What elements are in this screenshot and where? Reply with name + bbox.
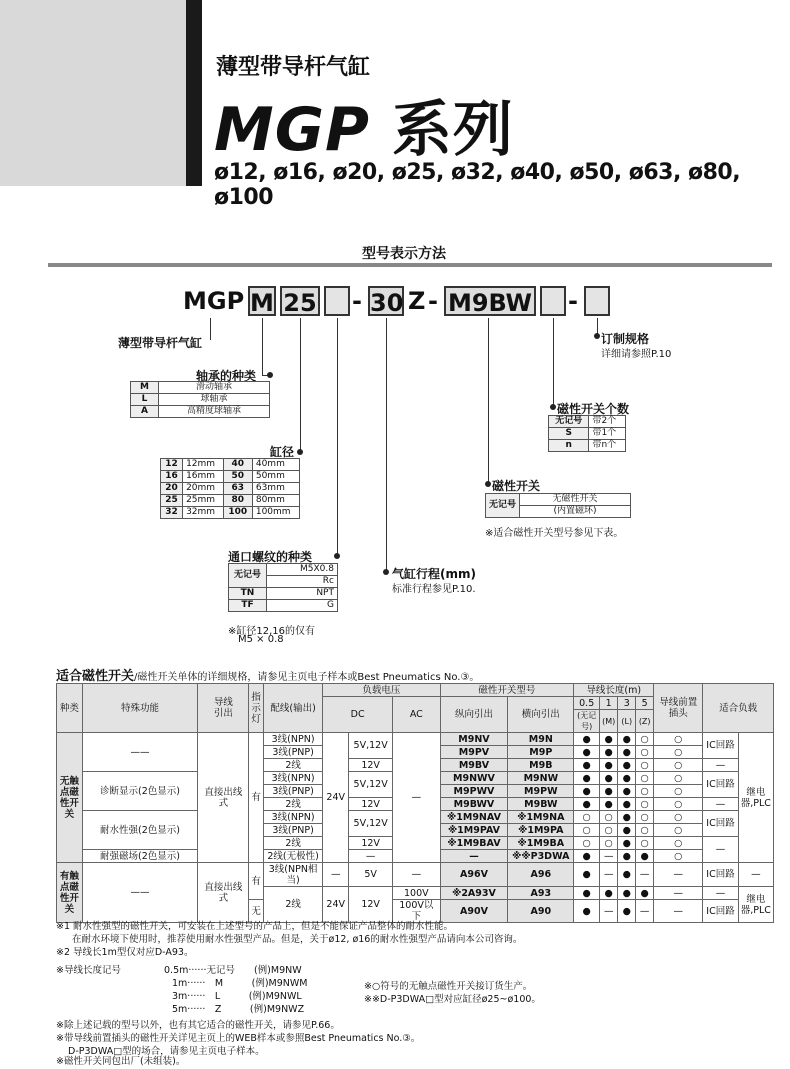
len: ○ (600, 824, 618, 837)
model-horiz: A90 (508, 900, 574, 923)
table-title: 适合磁性开关 (56, 669, 135, 684)
len: ○ (636, 785, 654, 798)
bore-key: 40 (223, 459, 252, 471)
len: ● (636, 850, 654, 863)
ac-minus: — (393, 863, 441, 887)
dc-12v: 12V (349, 887, 393, 923)
th-len: 导线长度(m) (574, 684, 654, 697)
port-note-2: M5 × 0.8 (238, 634, 284, 645)
model-vert: ※1M9BAV (440, 837, 508, 850)
code-switch: M9BW (444, 286, 536, 316)
code-bore: 25 (280, 286, 320, 316)
switch-spec-table (56, 683, 774, 923)
len: ● (618, 759, 636, 772)
count-key: n (549, 440, 589, 452)
port-key-none: 无记号 (229, 564, 267, 588)
ac-100v: 100V (393, 887, 441, 900)
len: ○ (636, 733, 654, 746)
label-custom: 订制规格 (601, 332, 650, 346)
order-note: ※○符号的无触点磁性开关接订货生产。 (364, 981, 533, 992)
dc-v: — (349, 850, 393, 863)
bearing-key-a: A (131, 406, 159, 418)
model-vert: — (440, 850, 508, 863)
label-bore: 缸径 (270, 445, 295, 459)
bearing-table (130, 381, 270, 418)
count-table (548, 415, 626, 452)
len: ● (600, 759, 618, 772)
leader-stroke-dot (383, 569, 389, 575)
port-table (228, 563, 338, 612)
bore-key: 20 (161, 483, 183, 495)
len: ○ (574, 811, 600, 824)
bore-table (160, 458, 300, 519)
pre: ○ (654, 824, 703, 837)
model-vert: M9BV (440, 759, 508, 772)
leader-stroke (386, 318, 387, 572)
bearing-key-l: L (131, 394, 159, 406)
bore-key: 50 (223, 471, 252, 483)
leader-port (337, 318, 338, 556)
load-none: — (703, 887, 738, 900)
model-vert: A90V (440, 900, 508, 923)
switch-val-1: 无磁性开关 (520, 494, 631, 506)
len: ○ (636, 837, 654, 850)
footnote-3: ※除上述记载的型号以外，也有其它适合的磁性开关，请参见P.66。 (56, 1020, 340, 1031)
pre: — (654, 900, 703, 923)
len: ○ (636, 759, 654, 772)
pre: ○ (654, 746, 703, 759)
count-key: S (549, 428, 589, 440)
pre: ○ (654, 798, 703, 811)
header-black-bar (186, 0, 202, 186)
th-pre: 导线前置插头 (654, 684, 703, 733)
label-count: 磁性开关个数 (557, 402, 630, 416)
section-title: 型号表示方法 (362, 246, 446, 262)
port-val-npt: NPT (267, 588, 338, 600)
model-vert: M9PWV (440, 785, 508, 798)
len: ● (574, 772, 600, 785)
model-horiz: A93 (508, 887, 574, 900)
th-l3s: (L) (618, 710, 636, 733)
bore-val: 20mm (183, 483, 224, 495)
solid-label: 无触点磁性开关 (57, 733, 83, 863)
th-dc: DC (323, 697, 393, 733)
func-diag: 诊断显示(2色显示) (82, 772, 198, 811)
th-func: 特殊功能 (82, 684, 198, 733)
table-heading (56, 665, 479, 684)
port-val-g: G (267, 600, 338, 612)
model-horiz: ※※P3DWA (508, 850, 574, 863)
len: ● (618, 863, 636, 887)
th-kind: 种类 (57, 684, 83, 733)
model-horiz: ※1M9NA (508, 811, 574, 824)
len: ● (574, 798, 600, 811)
len: ● (574, 850, 600, 863)
switch-val-2: (内置磁环) (520, 506, 631, 518)
len: ● (636, 887, 654, 900)
len: ● (618, 837, 636, 850)
th-l3: 3 (618, 697, 636, 710)
len: ○ (600, 811, 618, 824)
ind-have: 有 (249, 863, 264, 900)
series-title (214, 82, 514, 168)
func-strong: 耐强磁场(2色显示) (82, 850, 198, 863)
model-vert: ※1M9NAV (440, 811, 508, 824)
bore-val: 50mm (252, 471, 299, 483)
wiring: 3线(NPN) (263, 733, 322, 746)
model-vert: M9NV (440, 733, 508, 746)
load-ic: IC回路 (703, 772, 738, 798)
th-l1: 1 (600, 697, 618, 710)
len-1: 0.5m······无记号 (例)M9NW (164, 965, 302, 976)
model-horiz: M9B (508, 759, 574, 772)
label-cylinder: 薄型带导杆气缸 (118, 336, 203, 350)
bearing-key-m: M (131, 382, 159, 394)
wiring: 2线(无极性) (263, 850, 322, 863)
len: ● (618, 772, 636, 785)
leader-bore-dot (297, 449, 303, 455)
len: ○ (636, 811, 654, 824)
len: ● (600, 746, 618, 759)
len: ● (618, 733, 636, 746)
leader-bearing-dot (267, 372, 273, 378)
len: ● (574, 746, 600, 759)
leader-custom-dot (594, 333, 600, 339)
footnote-4: ※带导线前置插头的磁性开关详见主页上的WEB样本或参照Best Pneumatics No.③。 (56, 1033, 421, 1044)
th-lead: 导线 引出 (198, 684, 249, 733)
wiring: 3线(NPN) (263, 772, 322, 785)
leader-switch-dot (485, 481, 491, 487)
bore-key: 63 (223, 483, 252, 495)
len: ● (574, 900, 600, 923)
pre: ○ (654, 733, 703, 746)
len: ● (618, 798, 636, 811)
pre: ○ (654, 837, 703, 850)
code-dash-2: - (428, 287, 438, 315)
bore-sizes: ø12, ø16, ø20, ø25, ø32, ø40, ø50, ø63, ø80, ø100 (214, 160, 741, 210)
ind-have: 有 (249, 733, 264, 863)
lead-direct: 直接出线式 (198, 733, 249, 863)
dc-v: 5V,12V (349, 811, 393, 837)
switch-table (485, 493, 631, 518)
leader-count-dot (550, 404, 556, 410)
th-ac: AC (393, 697, 441, 733)
bore-key: 16 (161, 471, 183, 483)
dc-v: 12V (349, 837, 393, 850)
wiring-3npn-eq: 3线(NPN相当) (263, 863, 322, 887)
model-horiz: A96 (508, 863, 574, 887)
footnote-6: ※磁性开关同包出厂(未组装)。 (56, 1056, 186, 1067)
model-vert: A96V (440, 863, 508, 887)
model-vert: ※1M9PAV (440, 824, 508, 837)
model-vert: ※2A93V (440, 887, 508, 900)
func-water: 耐水性强(2色显示) (82, 811, 198, 850)
wiring: 3线(PNP) (263, 746, 322, 759)
port-val-rc: Rc (267, 576, 338, 588)
len: — (600, 850, 618, 863)
load-ic: IC回路 (703, 900, 738, 923)
reed-label: 有触点磁性开关 (57, 863, 83, 923)
len: ● (600, 887, 618, 900)
code-z: Z (408, 287, 426, 315)
stroke-note: 标准行程参见P.10. (392, 584, 476, 595)
model-vert: M9PV (440, 746, 508, 759)
len: ● (618, 887, 636, 900)
footnote-1: ※1 耐水性强型的磁性开关，可安装在上述型号的产品上，但是不能保证产品整体的耐水性能。 (56, 921, 454, 932)
port-val-m5: M5X0.8 (267, 564, 338, 576)
leader-bore (300, 318, 301, 452)
len: ○ (636, 798, 654, 811)
len: ● (600, 798, 618, 811)
load-none: — (703, 759, 738, 772)
header-gray-block (0, 0, 186, 186)
model-horiz: ※1M9BA (508, 837, 574, 850)
func-none: —— (82, 863, 198, 923)
dc-v: 12V (349, 759, 393, 772)
ac-100v-below: 100V以下 (393, 900, 441, 923)
custom-note: 详细请参照P.10 (601, 349, 672, 360)
bearing-val-a: 高精度球轴承 (159, 406, 270, 418)
port-key-tn: TN (229, 588, 267, 600)
len: ● (574, 863, 600, 887)
model-horiz: M9BW (508, 798, 574, 811)
model-vert: M9NWV (440, 772, 508, 785)
len-2: 1m······ M (例)M9NWM (172, 978, 308, 989)
model-horiz: ※1M9PA (508, 824, 574, 837)
count-key: 无记号 (549, 416, 589, 428)
len: — (636, 863, 654, 887)
dc-v: 12V (349, 798, 393, 811)
code-custom-box (584, 286, 610, 316)
ac-none: — (393, 733, 441, 863)
leader-cylinder (210, 318, 211, 340)
count-val: 带2个 (589, 416, 626, 428)
bore-val: 32mm (183, 507, 224, 519)
product-subtitle: 薄型带导杆气缸 (216, 55, 371, 80)
th-ind: 指示灯 (249, 684, 264, 733)
wiring: 3线(PNP) (263, 785, 322, 798)
th-load: 适合负载 (703, 684, 774, 733)
switch-key-none: 无记号 (486, 494, 520, 518)
count-val: 带1个 (589, 428, 626, 440)
label-port: 通口螺纹的种类 (228, 550, 313, 564)
len: ○ (574, 837, 600, 850)
leader-port-dot (334, 553, 340, 559)
model-horiz: M9PW (508, 785, 574, 798)
bore-val: 16mm (183, 471, 224, 483)
load-relay: 继电器,PLC (738, 887, 773, 923)
wiring: 3线(PNP) (263, 824, 322, 837)
th-l5: 5 (636, 697, 654, 710)
dc-5v: 5V (349, 863, 393, 887)
code-port-box (324, 286, 350, 316)
pre: ○ (654, 772, 703, 785)
bore-key: 32 (161, 507, 183, 519)
code-bearing: M (248, 286, 276, 316)
len: ● (618, 811, 636, 824)
th-l05: 0.5 (574, 697, 600, 710)
port-note-1: ※缸径12,16的仅有 (228, 626, 316, 637)
pre: ○ (654, 850, 703, 863)
bore-key: 25 (161, 495, 183, 507)
bore-key: 100 (223, 507, 252, 519)
bearing-val-m: 滑动轴承 (159, 382, 270, 394)
len: ○ (636, 746, 654, 759)
bore-key: 12 (161, 459, 183, 471)
dc-24v: 24V (323, 733, 349, 863)
count-val: 带n个 (589, 440, 626, 452)
bore-key: 80 (223, 495, 252, 507)
dc-v: 5V,12V (349, 772, 393, 798)
load-none: — (703, 837, 738, 863)
load-none: — (703, 798, 738, 811)
load-ic: IC回路 (703, 733, 738, 759)
len-title: ※导线长度记号 (56, 965, 121, 976)
switch-note: ※适合磁性开关型号参见下表。 (485, 528, 624, 539)
load-ic: IC回路 (703, 811, 738, 837)
len: ● (618, 785, 636, 798)
leader-switch (488, 318, 489, 484)
th-vert: 纵向引出 (440, 697, 508, 733)
th-l05s: (无记号) (574, 710, 600, 733)
len: ● (574, 733, 600, 746)
load-relay: 继电器,PLC (738, 733, 773, 863)
th-wiring: 配线(输出) (263, 684, 322, 733)
label-switch: 磁性开关 (492, 479, 541, 493)
model-horiz: M9N (508, 733, 574, 746)
label-bearing: 轴承的种类 (196, 369, 257, 383)
len: — (600, 900, 618, 923)
len: — (600, 863, 618, 887)
len: — (636, 900, 654, 923)
pre: — (654, 887, 703, 900)
model-horiz: M9P (508, 746, 574, 759)
len: ○ (636, 772, 654, 785)
wiring: 2线 (263, 837, 322, 850)
series-cjk: 系列 (391, 95, 514, 165)
code-stroke: 30 (368, 286, 404, 316)
dc-24v: 24V (323, 887, 349, 923)
dc-minus: — (323, 863, 349, 887)
load-none: — (738, 863, 773, 887)
table-subtitle: /磁性开关单体的详细规格，请参见主页电子样本或Best Pneumatics No.③。 (134, 672, 480, 683)
len: ● (574, 759, 600, 772)
series-latin: MGP (214, 95, 370, 165)
len: ● (618, 900, 636, 923)
footnote-5: D-P3DWA□型的场合，请参见主页电子样本。 (68, 1046, 265, 1057)
th-voltage: 负载电压 (323, 684, 440, 697)
code-dash-3: - (568, 287, 578, 315)
load-ic: IC回路 (703, 863, 738, 887)
code-count-box (540, 286, 566, 316)
bore-val: 80mm (252, 495, 299, 507)
bore-val: 40mm (252, 459, 299, 471)
len: ○ (636, 824, 654, 837)
len: ● (618, 824, 636, 837)
len: ○ (600, 837, 618, 850)
len: ● (618, 746, 636, 759)
ind-none: 无 (249, 900, 264, 923)
wiring-2: 2线 (263, 887, 322, 923)
code-mgp: MGP (183, 287, 245, 315)
th-l1s: (M) (600, 710, 618, 733)
footnote-2: ※2 导线长1m型仅对应D-A93。 (56, 947, 194, 958)
len: ● (600, 772, 618, 785)
len: ● (600, 785, 618, 798)
model-horiz: M9NW (508, 772, 574, 785)
len: ○ (574, 824, 600, 837)
leader-count (553, 318, 554, 408)
dc-v: 5V,12V (349, 733, 393, 759)
th-l5s: (Z) (636, 710, 654, 733)
th-model: 磁性开关型号 (440, 684, 574, 697)
wiring: 2线 (263, 798, 322, 811)
p3dwa-note: ※※D-P3DWA□型对应缸径ø25~ø100。 (364, 994, 541, 1005)
bore-val: 100mm (252, 507, 299, 519)
code-dash-1: - (352, 287, 362, 315)
len-3: 3m······ L (例)M9NWL (172, 991, 302, 1002)
len-4: 5m······ Z (例)M9NWZ (172, 1004, 305, 1015)
func-none: —— (82, 733, 198, 772)
len: ● (574, 785, 600, 798)
lead-direct: 直接出线式 (198, 863, 249, 923)
pre: ○ (654, 811, 703, 824)
leader-bearing (262, 318, 263, 375)
model-vert: M9BWV (440, 798, 508, 811)
bore-val: 63mm (252, 483, 299, 495)
wiring: 3线(NPN) (263, 811, 322, 824)
bore-val: 25mm (183, 495, 224, 507)
len: ● (618, 850, 636, 863)
footnote-1b: 在耐水环境下使用时，推荐使用耐水性强型产品。但是，关于ø12, ø16的耐水性强型产品请向本公司咨询。 (72, 934, 523, 945)
pre: — (654, 863, 703, 887)
pre: ○ (654, 785, 703, 798)
section-divider (48, 263, 772, 267)
pre: ○ (654, 759, 703, 772)
label-stroke: 气缸行程(mm) (392, 567, 476, 581)
th-horiz: 横向引出 (508, 697, 574, 733)
bearing-val-l: 球轴承 (159, 394, 270, 406)
len: ● (600, 733, 618, 746)
port-key-tf: TF (229, 600, 267, 612)
wiring: 2线 (263, 759, 322, 772)
bore-val: 12mm (183, 459, 224, 471)
len: ● (574, 887, 600, 900)
